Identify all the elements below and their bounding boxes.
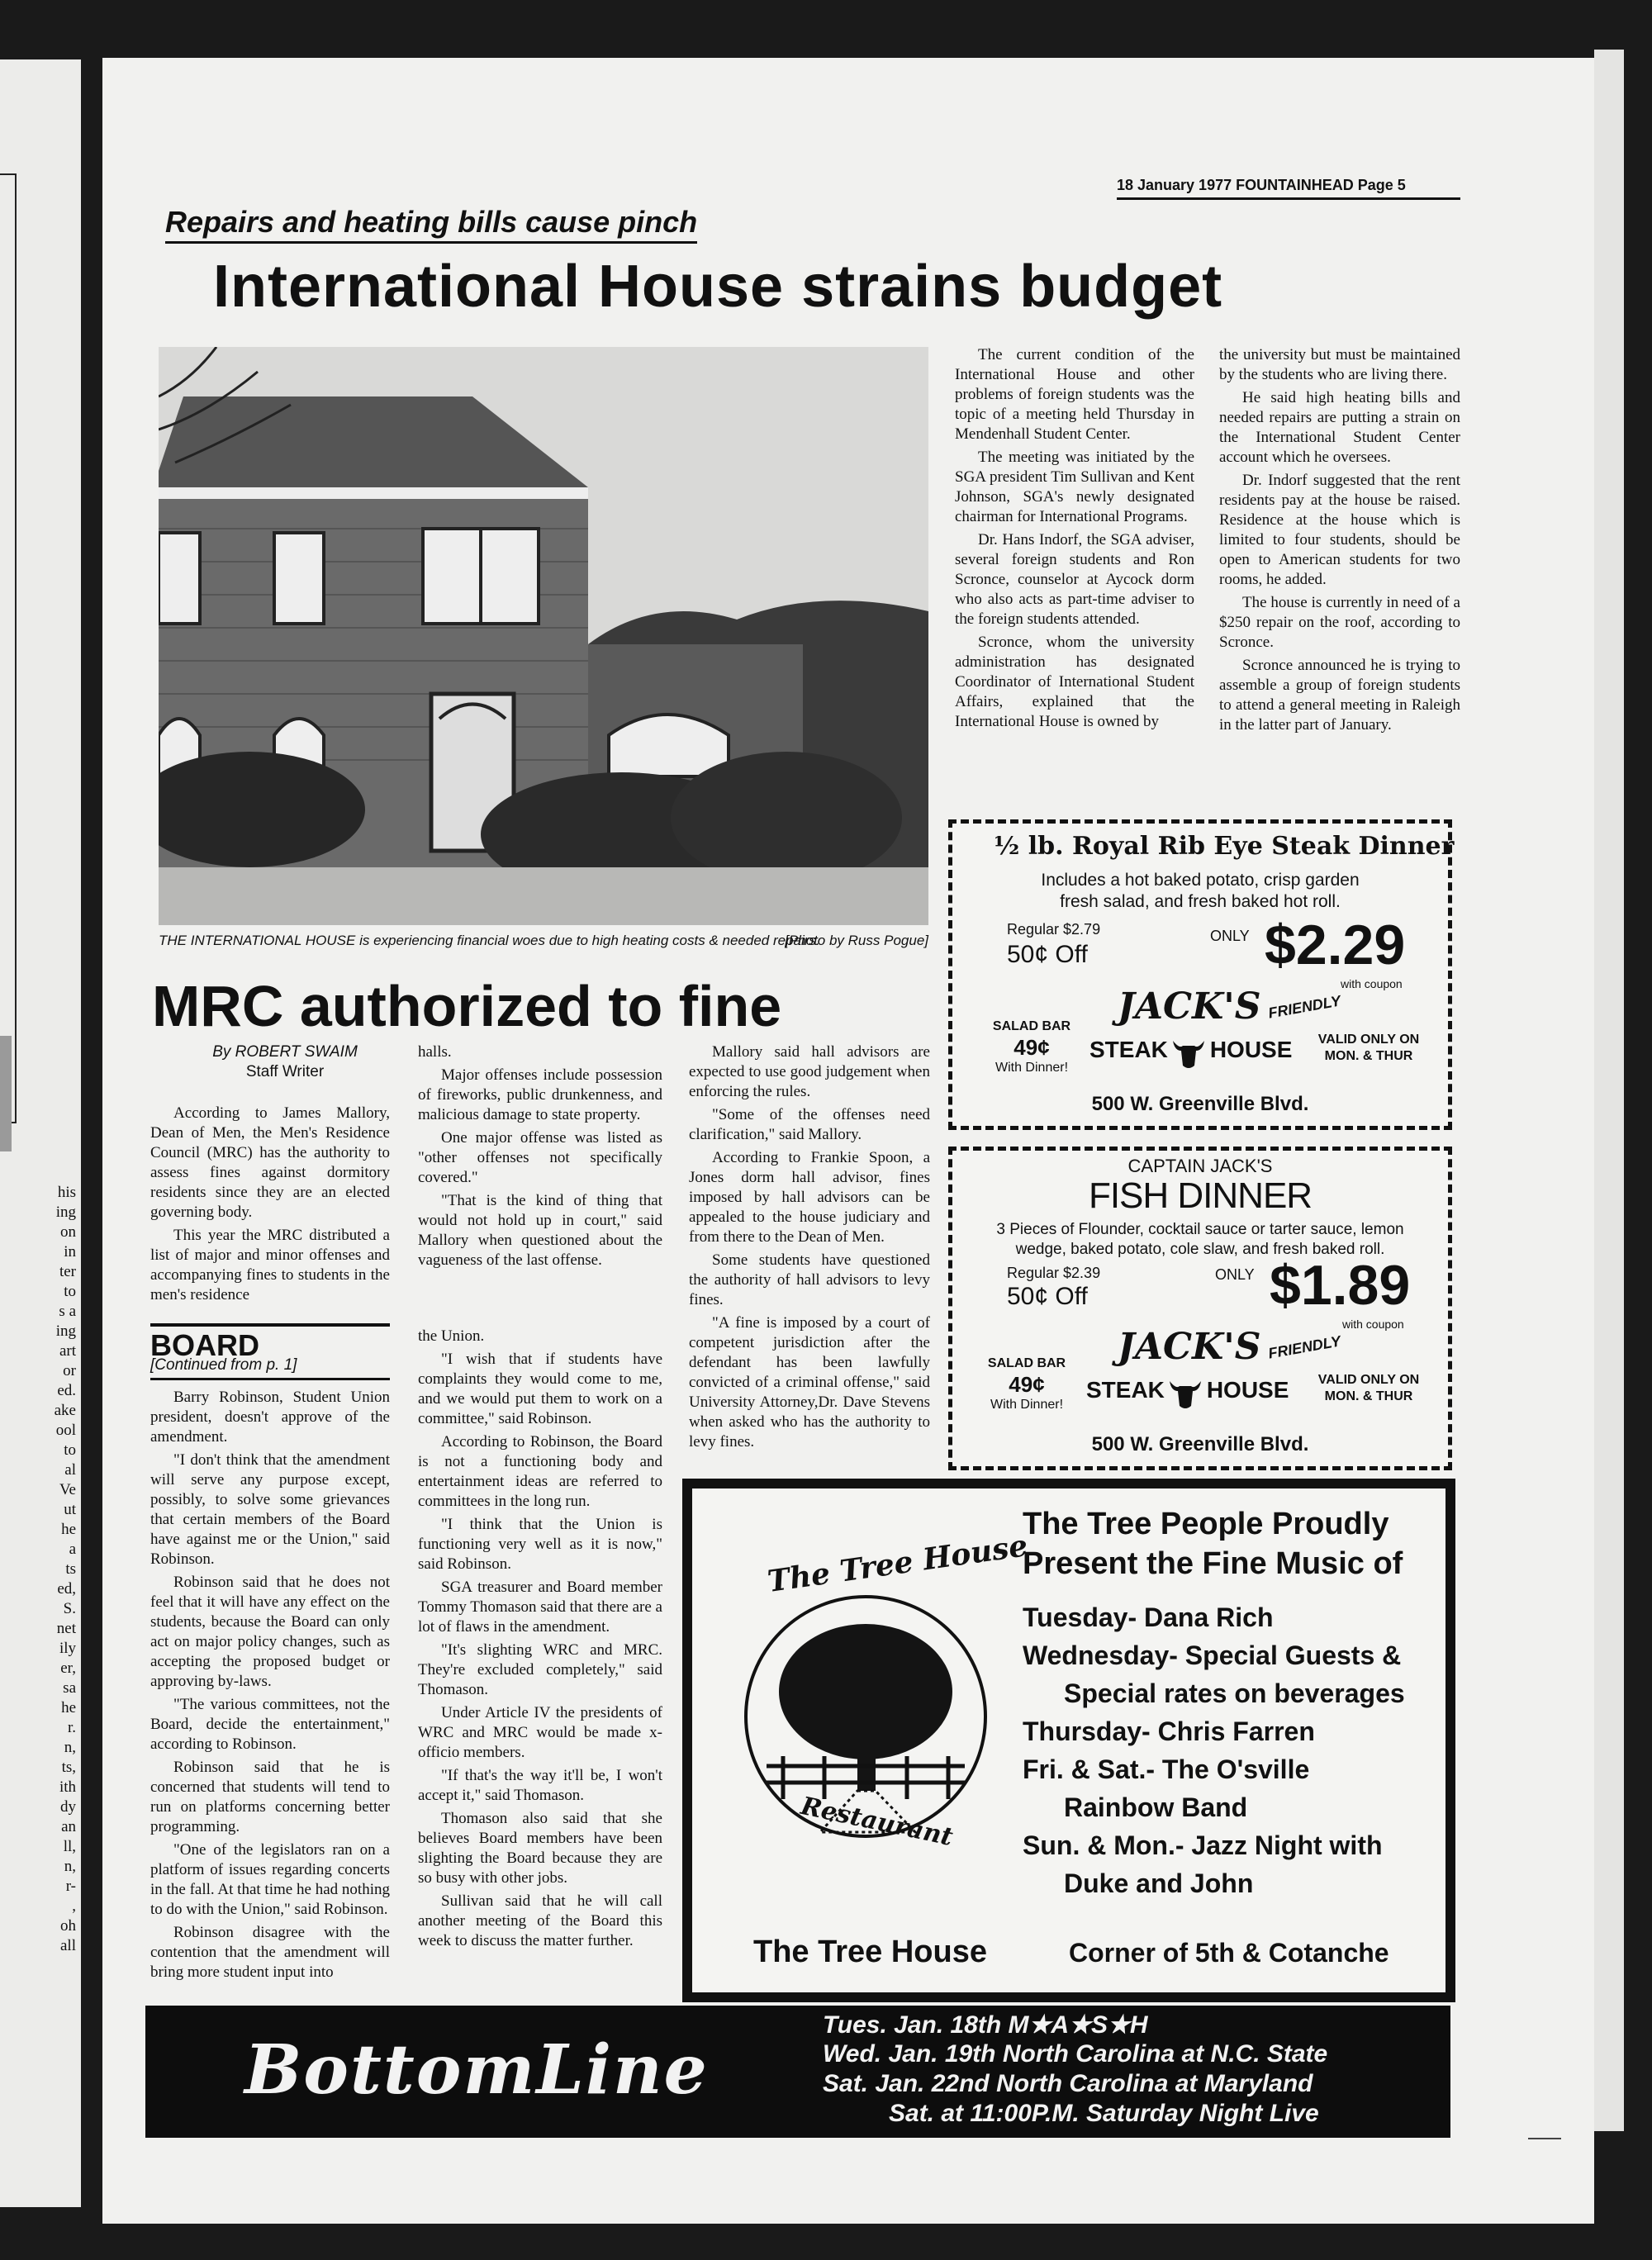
left-fragment-line: art <box>59 1342 76 1360</box>
left-fragment-line: ith <box>59 1778 76 1796</box>
left-facing-page <box>0 59 81 2207</box>
bottom-line-event: Sat. at 11:00P.M. Saturday Night Live <box>889 2100 1319 2127</box>
page-edge <box>1594 50 1624 2131</box>
paragraph: SGA treasurer and Board member Tommy Thomason said that there are a lot of flaws in the amendment. <box>418 1579 662 1636</box>
tree-schedule-line: Sun. & Mon.- Jazz Night with <box>1023 1830 1383 1860</box>
mrc-column-2 <box>418 1042 662 1274</box>
tree-schedule-line: Wednesday- Special Guests & <box>1023 1640 1402 1670</box>
left-fragment-line: ool <box>55 1422 76 1439</box>
steak-dinner-ad <box>948 819 1455 1130</box>
paragraph: "Some of the offenses need clarification," said Mallory. <box>689 1106 930 1143</box>
left-fragment-line: n, <box>64 1739 76 1756</box>
paragraph: "The various committees, not the Board, decide the entertainment," according to Robinson. <box>150 1696 390 1753</box>
bottom-line-logo: BottomLine <box>244 2030 709 2110</box>
friendly-script: FRIENDLY <box>1266 992 1342 1022</box>
paragraph: the university but must be maintained by the students who are living there. <box>1219 346 1460 383</box>
intl-column-1 <box>955 345 1194 735</box>
steak-ad-off: 50¢ Off <box>1007 941 1088 968</box>
mrc-byline <box>198 1042 372 1082</box>
tree-schedule-line: Tuesday- Dana Rich <box>1023 1602 1274 1632</box>
paragraph: "It's slighting WRC and MRC. They're excluded completely," said Thomason. <box>418 1641 662 1698</box>
left-fragment-line: an <box>61 1818 76 1835</box>
board-continued: [Continued from p. 1] <box>150 1356 390 1380</box>
fish-ad-desc-1: 3 Pieces of Flounder, cocktail sauce or tarter sauce, lemon <box>996 1221 1404 1238</box>
bottom-line-event: Sat. Jan. 22nd North Carolina at Maryland <box>823 2070 1313 2097</box>
steak-word: STEAK <box>1086 1377 1165 1403</box>
tree-house-logo-text: The Tree House <box>765 1528 1030 1599</box>
fish-ad-valid <box>1311 1372 1427 1405</box>
steak-ad-address: 500 W. Greenville Blvd. <box>1091 1093 1309 1115</box>
fish-ad-off: 50¢ Off <box>1007 1283 1088 1310</box>
international-house-photo <box>159 347 928 925</box>
mrc-headline: MRC authorized to fine <box>152 974 782 1038</box>
folio: 18 January 1977 FOUNTAINHEAD Page 5 <box>1117 177 1460 200</box>
paragraph: "I wish that if students have complaints they would come to me, and we would put them to work on a committee," said Robinson. <box>418 1351 662 1427</box>
steak-ad-salad-bar <box>990 1018 1073 1076</box>
bull-head-icon <box>1168 1378 1203 1411</box>
paragraph: Robinson said that he does not feel that it will have any effect on the students, because the Board can only act on major policy changes, such as accepting the proposed budget or approving by-laws. <box>150 1574 390 1690</box>
steak-ad-price: $2.29 <box>1265 914 1406 976</box>
paragraph: "A fine is imposed by a court of competent jurisdiction after the defendant has been lawfully convicted of a criminal offense," said University Attorney,Dr. Dave Stevens when asked who has the authority to levy fines. <box>689 1314 930 1450</box>
paragraph: The current condition of the International House and other problems of foreign students was the topic of a meeting held Thursday in Mendenhall Student Center. <box>955 346 1194 443</box>
left-fragment-line: er, <box>60 1659 76 1677</box>
photo-credit: [Photo by Russ Pogue] <box>785 933 928 948</box>
left-fragment-line: net <box>56 1620 76 1637</box>
steak-ad-only: ONLY <box>1210 928 1250 944</box>
bottom-line-event: Wed. Jan. 19th North Carolina at N.C. State <box>823 2040 1328 2068</box>
paragraph: Sullivan said that he will call another meeting of the Board this week to discuss the matter further. <box>418 1892 662 1949</box>
left-fragment-line: al <box>64 1461 76 1479</box>
paragraph: One major offense was listed as "other offenses not specifically covered." <box>418 1129 662 1186</box>
paragraph: According to James Mallory, Dean of Men, the Men's Residence Council (MRC) has the authority to assess fines against dormitory residents since they are an elected governing body. <box>150 1104 390 1221</box>
paragraph: The house is currently in need of a $250 repair on the roof, according to Scronce. <box>1219 594 1460 651</box>
tree-house-name: The Tree House <box>753 1935 987 1969</box>
main-headline: International House strains budget <box>213 254 1223 320</box>
paragraph: the Union. <box>418 1327 485 1345</box>
left-fragment-line: ed, <box>57 1580 76 1598</box>
left-fragment-line: ll, <box>63 1838 76 1855</box>
jacks-logo: JACK'S <box>1118 985 1261 1028</box>
left-fragment-line: ed. <box>57 1382 76 1399</box>
paragraph: Dr. Indorf suggested that the rent residents pay at the house be raised. Residence at the house which is limited to four students, should be open to American students for two rooms, he added. <box>1219 472 1460 588</box>
left-fragment-line: r. <box>67 1719 76 1736</box>
board-column-1 <box>150 1388 390 1986</box>
paragraph: According to Robinson, the Board is not a functioning body and entertainment ideas are referred to committees in the long run. <box>418 1433 662 1510</box>
fish-ad-address: 500 W. Greenville Blvd. <box>1091 1433 1309 1455</box>
left-page-text-fragments <box>0 1183 79 1956</box>
tree-schedule-line: Special rates on beverages <box>1064 1678 1405 1708</box>
photo-caption <box>159 932 928 950</box>
kicker-headline: Repairs and heating bills cause pinch <box>165 205 697 244</box>
byline-title: Staff Writer <box>245 1063 325 1080</box>
left-page-photo-edge <box>0 1036 12 1151</box>
tree-house-logo-restaurant: Restaurant <box>798 1791 956 1853</box>
paragraph: According to Frankie Spoon, a Jones dorm hall advisor, fines imposed by hall advisors can be appealed to the house judiciary and from there to the Dean of Men. <box>689 1149 930 1246</box>
left-fragment-line: on <box>60 1223 76 1241</box>
paragraph: "I think that the Union is functioning very well as it is now," said Robinson. <box>418 1516 662 1573</box>
steak-house-line <box>1086 1377 1289 1411</box>
paragraph: Scronce announced he is trying to assemble a group of foreign students to attend a general meeting in Raleigh in the latter part of January. <box>1219 657 1460 734</box>
fish-ad-regular: Regular $2.39 <box>1007 1265 1101 1281</box>
page-mark <box>1528 2138 1561 2139</box>
house-word: HOUSE <box>1209 1037 1293 1062</box>
left-fragment-line: ing <box>55 1322 76 1340</box>
bottom-line-ad <box>145 2006 1450 2138</box>
paragraph: Mallory said hall advisors are expected to use good judgement when enforcing the rules. <box>689 1043 930 1100</box>
paragraph: "That is the kind of thing that would not hold up in court," said Mallory when questioned about the vagueness of the last offense. <box>418 1192 662 1269</box>
paragraph: Some students have questioned the authority of hall advisors to levy fines. <box>689 1251 930 1308</box>
tree-headline-2: Present the Fine Music of <box>1023 1546 1403 1581</box>
paragraph: Thomason also said that she believes Board members have been slighting the Board because they are so busy with other jobs. <box>418 1810 662 1887</box>
left-fragment-line: ter <box>59 1263 76 1280</box>
steak-ad-regular: Regular $2.79 <box>1007 921 1101 938</box>
mrc-column-1 <box>150 1104 390 1308</box>
left-page-box <box>0 173 17 1123</box>
paragraph: "I don't think that the amendment will serve any purpose except, possibly, to solve some grievances that certain members of the Board have against me or the Union," said Robinson. <box>150 1451 390 1568</box>
left-fragment-line: ts, <box>61 1759 76 1776</box>
fish-ad-coupon: with coupon <box>1342 1318 1404 1331</box>
salad-bar-price: 49¢ <box>1009 1372 1045 1397</box>
left-fragment-line: S. <box>63 1600 76 1617</box>
fish-ad-salad-bar <box>985 1356 1068 1413</box>
paragraph: Robinson disagree with the contention that the amendment will bring more student input into <box>150 1924 390 1981</box>
valid-line-2: MON. & THUR <box>1324 1389 1413 1403</box>
salad-bar-label: SALAD BAR <box>992 1019 1071 1033</box>
steak-house-line <box>1089 1037 1292 1071</box>
fish-ad-price: $1.89 <box>1270 1254 1411 1317</box>
tree-house-location: Corner of 5th & Cotanche <box>1069 1938 1389 1968</box>
intl-column-2 <box>1219 345 1460 738</box>
left-fragment-line: ing <box>55 1204 76 1221</box>
byline-name: By ROBERT SWAIM <box>212 1043 358 1061</box>
left-fragment-line: Ve <box>59 1481 76 1498</box>
left-fragment-line: , <box>72 1897 76 1915</box>
mrc-column-3 <box>689 1042 930 1455</box>
left-fragment-line: r- <box>65 1878 76 1895</box>
bull-head-icon <box>1171 1037 1206 1071</box>
paragraph: This year the MRC distributed a list of major and minor offenses and accompanying fines to students in the men's residence <box>150 1227 390 1303</box>
paragraph: Major offenses include possession of fireworks, public drunkenness, and malicious damage to state property. <box>418 1066 662 1123</box>
valid-line-1: VALID ONLY ON <box>1317 1373 1420 1387</box>
left-fragment-line: a <box>69 1541 76 1558</box>
house-word: HOUSE <box>1206 1377 1289 1403</box>
steak-ad-coupon: with coupon <box>1341 977 1403 990</box>
left-fragment-line: oh <box>60 1917 76 1935</box>
paragraph: Robinson said that he is concerned that students will tend to run on platforms concerning better programming. <box>150 1759 390 1835</box>
tree-schedule-line: Thursday- Chris Farren <box>1023 1716 1315 1746</box>
paragraph: The meeting was initiated by the SGA president Tim Sullivan and Kent Johnson, SGA's newly designated chairman for International Programs. <box>955 449 1194 525</box>
fish-dinner-ad <box>948 1147 1452 1470</box>
friendly-script: FRIENDLY <box>1266 1332 1342 1362</box>
left-fragment-line: in <box>64 1243 76 1261</box>
paragraph: Under Article IV the presidents of WRC and MRC would be made x-officio members. <box>418 1704 662 1761</box>
valid-line-1: VALID ONLY ON <box>1317 1033 1420 1047</box>
salad-bar-note: With Dinner! <box>990 1398 1064 1412</box>
left-fragment-line: he <box>61 1699 76 1716</box>
left-fragment-line: ut <box>64 1501 76 1518</box>
left-fragment-line: all <box>60 1937 76 1954</box>
left-fragment-line: to <box>64 1441 76 1459</box>
salad-bar-price: 49¢ <box>1014 1035 1050 1060</box>
salad-bar-label: SALAD BAR <box>987 1356 1066 1370</box>
paragraph: Dr. Hans Indorf, the SGA adviser, several foreign students and Ron Scronce, counselor at Aycock dorm who also acts as part-time adviser to the foreign students attended. <box>955 531 1194 628</box>
caption-text: THE INTERNATIONAL HOUSE is experiencing financial woes due to high heating costs & needed repairs. <box>159 933 820 948</box>
tree-house-ad <box>682 1479 1455 2002</box>
salad-bar-note: With Dinner! <box>995 1061 1069 1075</box>
tree-schedule-line: Duke and John <box>1064 1868 1254 1898</box>
steak-ad-desc-1: Includes a hot baked potato, crisp garden <box>1041 871 1360 890</box>
steak-word: STEAK <box>1089 1037 1168 1062</box>
tree-schedule-line: Rainbow Band <box>1064 1792 1248 1822</box>
steak-ad-title: ½ lb. Royal Rib Eye Steak Dinner <box>994 832 1455 861</box>
steak-ad-desc-2: fresh salad, and fresh baked hot roll. <box>1060 892 1341 911</box>
paragraph: "One of the legislators ran on a platform of issues regarding concerts in the fall. At that time he had nothing to do with the Union," said Robinson. <box>150 1841 390 1918</box>
left-fragment-line: s a <box>59 1303 76 1320</box>
left-fragment-line: n, <box>64 1858 76 1875</box>
left-fragment-line: his <box>57 1184 76 1201</box>
left-fragment-line: to <box>64 1283 76 1300</box>
left-fragment-line: ts <box>65 1560 76 1578</box>
steak-ad-valid <box>1311 1032 1427 1065</box>
left-fragment-line: he <box>61 1521 76 1538</box>
paragraph: He said high heating bills and needed repairs are putting a strain on the International Student Center account which he oversees. <box>1219 389 1460 466</box>
fish-ad-only: ONLY <box>1215 1266 1255 1283</box>
left-fragment-line: sa <box>63 1679 76 1697</box>
tree-headline-1: The Tree People Proudly <box>1023 1507 1389 1541</box>
paragraph: Barry Robinson, Student Union president, doesn't approve of the amendment. <box>150 1389 390 1446</box>
board-column-2 <box>418 1327 662 1954</box>
valid-line-2: MON. & THUR <box>1324 1049 1413 1063</box>
left-fragment-line: dy <box>60 1798 76 1816</box>
left-fragment-line: ake <box>54 1402 76 1419</box>
board-headline: BOARD <box>150 1323 390 1363</box>
left-fragment-line: ily <box>59 1640 76 1657</box>
left-fragment-line: or <box>63 1362 76 1379</box>
paragraph: Scronce, whom the university administration has designated Coordinator of International Student Affairs, explained that the International House is owned by <box>955 634 1194 730</box>
paragraph: "If that's the way it'll be, I won't accept it," said Thomason. <box>418 1767 662 1804</box>
fish-ad-title: FISH DINNER <box>1088 1175 1313 1216</box>
fish-ad-title-small: CAPTAIN JACK'S <box>1127 1156 1273 1176</box>
paragraph: halls. <box>418 1043 452 1061</box>
fish-ad-desc-2: wedge, baked potato, cole slaw, and fresh baked roll. <box>1015 1241 1385 1258</box>
jacks-logo: JACK'S <box>1118 1326 1261 1368</box>
tree-schedule-line: Fri. & Sat.- The O'sville <box>1023 1754 1310 1784</box>
bottom-line-event: Tues. Jan. 18th M★A★S★H <box>823 2011 1148 2039</box>
